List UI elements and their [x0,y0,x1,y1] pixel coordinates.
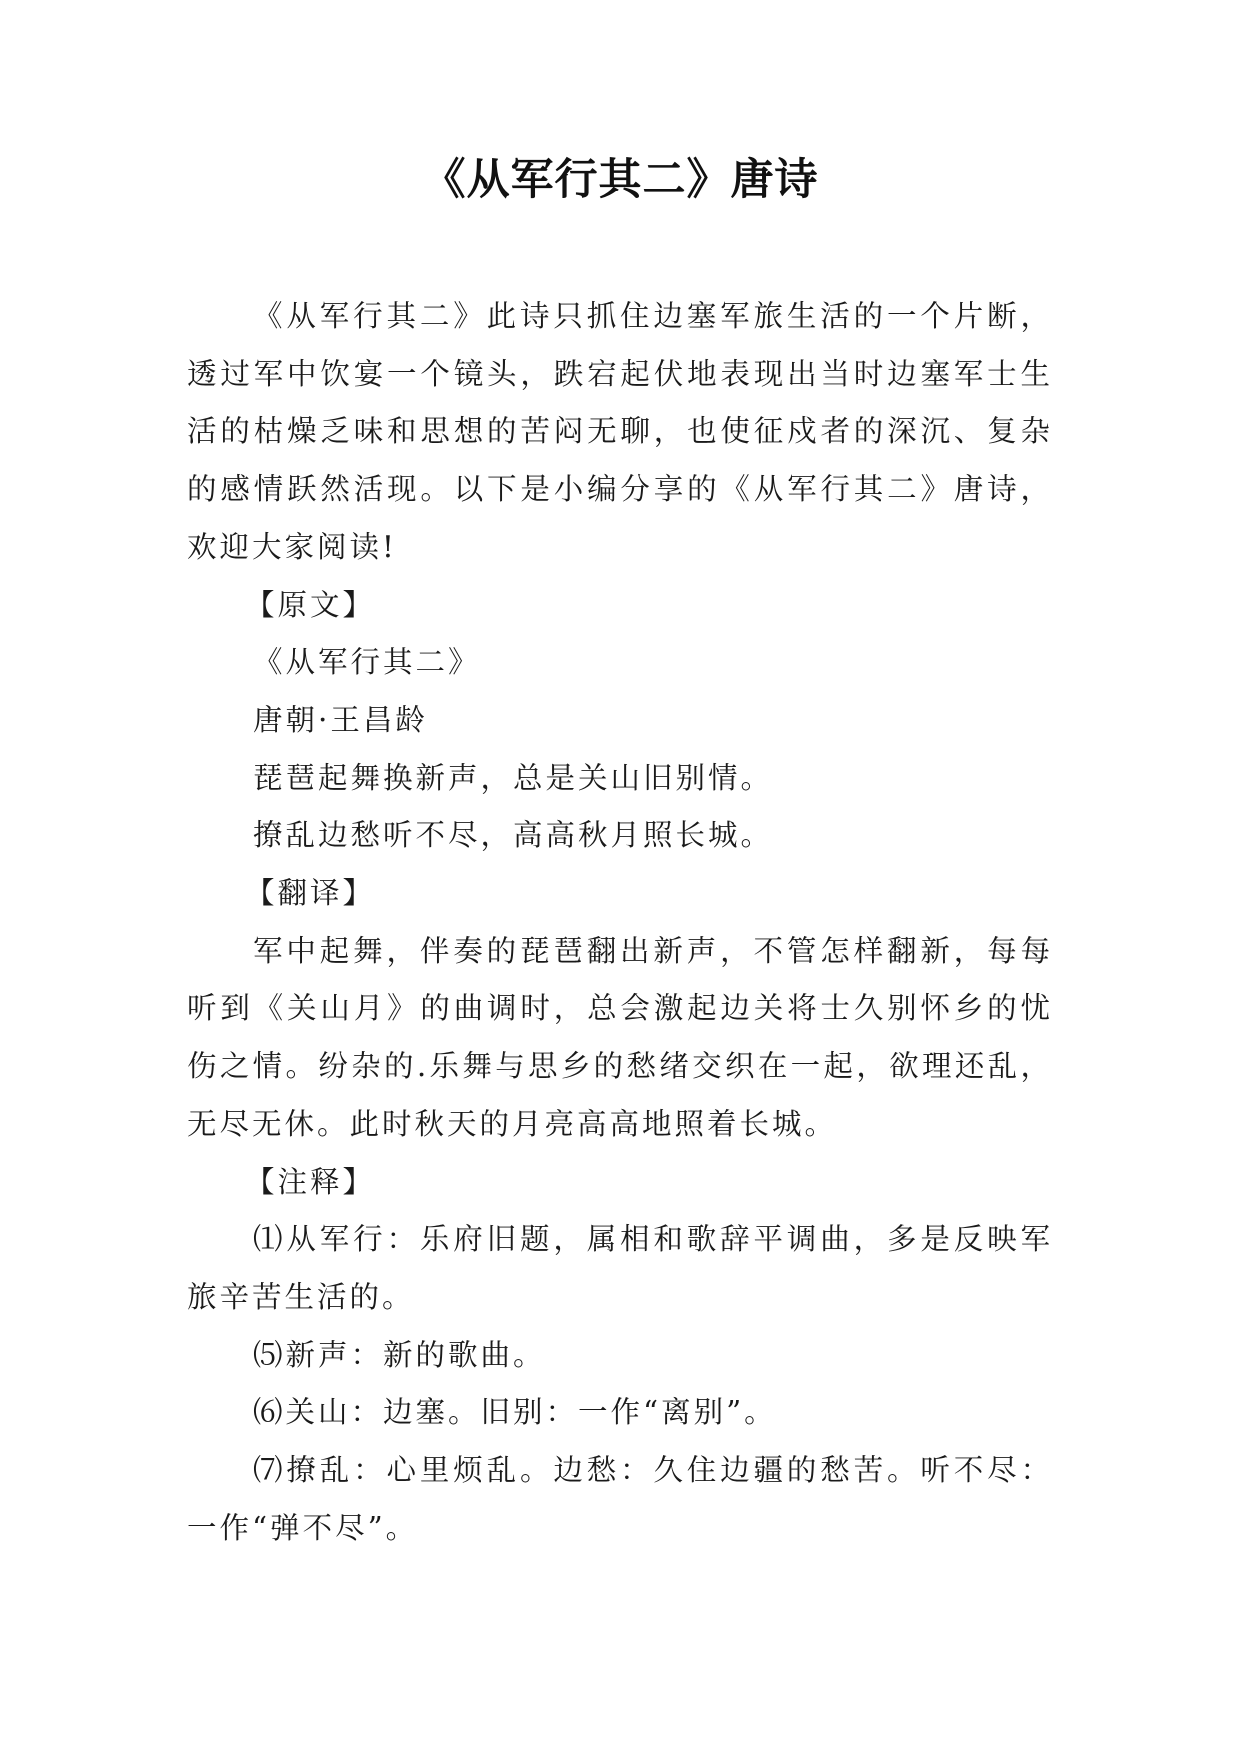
document-title: 《从军行其二》唐诗 [422,155,819,205]
poem-line-2: 撩乱边愁听不尽，高高秋月照长城。 [253,818,774,853]
translation-paragraph: 军中起舞，伴奏的琵琶翻出新声，不管怎样翻新，每每听到《关山月》的曲调时，总会激起边关将士久别怀乡的忧伤之情。纷杂的.乐舞与思乡的愁绪交织在一起，欲理还乱，无尽无休。此时秋天的月亮高高地照着长城。 [187,933,1053,1141]
intro-paragraph: 《从军行其二》此诗只抓住边塞军旅生活的一个片断，透过军中饮宴一个镜头，跌宕起伏地表现出当时边塞军士生活的枯燥乏味和思想的苦闷无聊，也使征戍者的深沉、复杂的感情跃然活现。以下是小编分享的《从军行其二》唐诗，欢迎大家阅读! [187,299,1053,564]
note-5: ⑸新声：新的歌曲。 [253,1337,546,1372]
section-heading-translation: 【翻译】 [245,876,376,911]
note-6: ⑹关山：边塞。旧别：一作“离别”。 [253,1395,777,1430]
poem-line-1: 琵琶起舞换新声，总是关山旧别情。 [253,760,774,795]
document-body [187,288,1053,1557]
note-1: ⑴从军行：乐府旧题，属相和歌辞平调曲，多是反映军旅辛苦生活的。 [187,1222,1053,1314]
poem-author: 唐朝·王昌龄 [253,702,428,737]
section-heading-original: 【原文】 [245,587,376,622]
section-heading-notes: 【注释】 [245,1164,376,1199]
note-7: ⑺撩乱：心里烦乱。边愁：久住边疆的愁苦。听不尽：一作“弹不尽”。 [187,1453,1053,1545]
poem-title: 《从军行其二》 [253,645,481,680]
